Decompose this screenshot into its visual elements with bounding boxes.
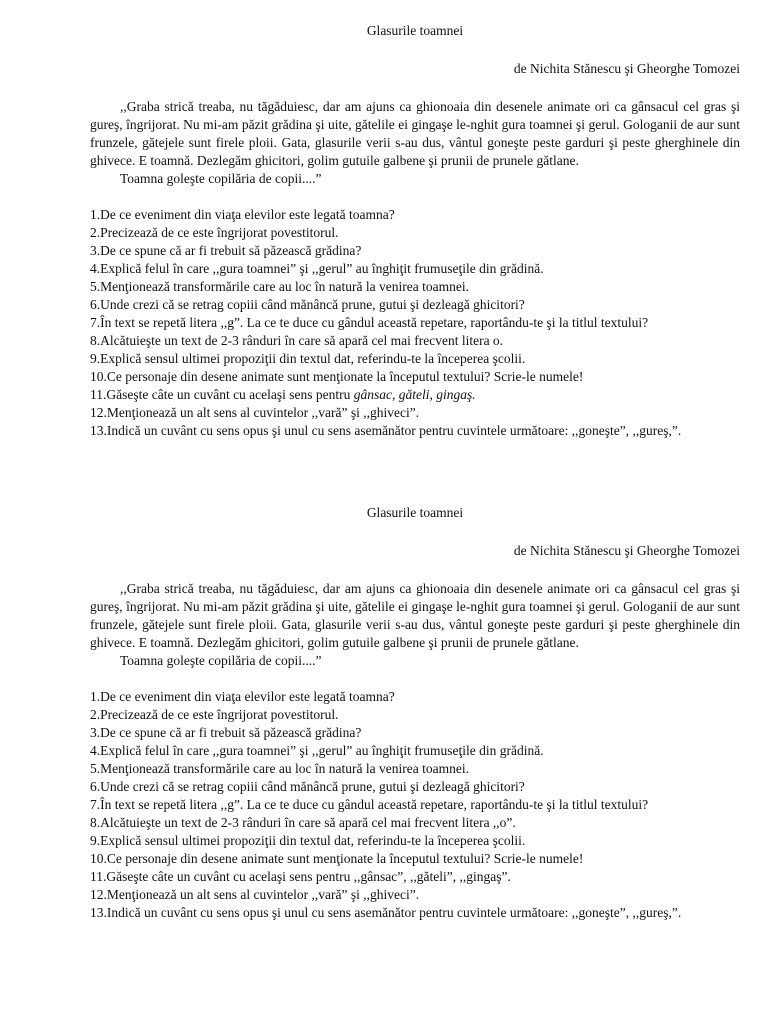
question-item: 7.În text se repetă litera ,,g”. La ce te duce cu gândul această repetare, raportându-te şi la titlul textului?: [90, 315, 649, 330]
question-item: 4.Explică felul în care ,,gura toamnei” şi ,,gerul” au înghiţit frumuseţile din grădină.: [90, 743, 544, 758]
question-item: 10.Ce personaje din desene animate sunt menţionate la începutul textului? Scrie-le numele!: [90, 851, 584, 866]
question-item: 3.De ce spune că ar fi trebuit să păzească grădina?: [90, 725, 362, 740]
authors-line: de Nichita Stănescu şi Gheorghe Tomozei: [513, 543, 740, 558]
question-item: 7.În text se repetă litera ,,g”. La ce te duce cu gândul această repetare, raportându-te şi la titlul textului?: [90, 797, 649, 812]
passage-closing-line: Toamna goleşte copilăria de copii....”: [120, 171, 322, 186]
question-item: 3.De ce spune că ar fi trebuit să păzească grădina?: [90, 243, 362, 258]
authors-line: de Nichita Stănescu şi Gheorghe Tomozei: [513, 61, 740, 76]
question-item: 6.Unde crezi că se retrag copiii când mănâncă prune, gutui şi dezleagă ghicitori?: [90, 779, 525, 794]
question-list: [90, 206, 740, 440]
worksheet-copy-2: [90, 504, 740, 922]
passage-text: ,,Graba strică treaba, nu tăgăduiesc, dar am ajuns ca ghionoaia din desenele animate ori ca gânsacul cel gras şi gureş, îngrijorat. Nu mi-am păzit grădina şi uite, gătelile ei gingaşe le-nghit gura toamnei şi gerul. Gologanii de aur sunt frunzele, gătejele sunt firele ploii. Gata, glasurile verii s-au dus, vântul goneşte peste garduri şi peste gherghinele din ghivece. E toamnă. Dezlegăm ghicitori, golim gutuile galbene şi prunii de prunele gătlane.: [90, 581, 740, 650]
question-item: 2.Precizează de ce este îngrijorat povestitorul.: [90, 707, 339, 722]
question-11-words: gânsac, găteli, gingaş.: [353, 387, 476, 402]
passage-closing-line: Toamna goleşte copilăria de copii....”: [120, 653, 322, 668]
question-item: 4.Explică felul în care ,,gura toamnei” şi ,,gerul” au înghiţit frumuseţile din grădină.: [90, 261, 544, 276]
question-item: 11.Găseşte câte un cuvânt cu acelaşi sens pentru ,,gânsac”, ,,găteli”, ,,gingaş”.: [90, 869, 511, 884]
worksheet-copy-1: [90, 22, 740, 440]
question-item: 12.Menţionează un alt sens al cuvintelor ,,vară” şi ,,ghiveci”.: [90, 887, 420, 902]
question-item: 5.Menţionează transformările care au loc în natură la venirea toamnei.: [90, 761, 469, 776]
question-item: 13.Indică un cuvânt cu sens opus şi unul cu sens asemănător pentru cuvintele următoare: ,,goneşte”, ,,gureş,”.: [90, 423, 682, 438]
question-item-11: [90, 386, 740, 404]
question-item: 6.Unde crezi că se retrag copiii când mănâncă prune, gutui şi dezleagă ghicitori?: [90, 297, 525, 312]
passage-text: ,,Graba strică treaba, nu tăgăduiesc, dar am ajuns ca ghionoaia din desenele animate ori ca gânsacul cel gras şi gureş, îngrijorat. Nu mi-am păzit grădina şi uite, gătelile ei gingaşe le-nghit gura toamnei şi gerul. Gologanii de aur sunt frunzele, gătejele sunt firele ploii. Gata, glasurile verii s-au dus, vântul goneşte peste garduri şi peste gherghinele din ghivece. E toamnă. Dezlegăm ghicitori, golim gutuile galbene şi prunii de prunele gătlane.: [90, 99, 740, 168]
page-title: Glasurile toamnei: [366, 505, 464, 520]
question-item: 2.Precizează de ce este îngrijorat povestitorul.: [90, 225, 339, 240]
question-item: 12.Menţionează un alt sens al cuvintelor ,,vară” şi ,,ghiveci”.: [90, 405, 420, 420]
question-item: 1.De ce eveniment din viaţa elevilor este legată toamna?: [90, 689, 395, 704]
question-item: 9.Explică sensul ultimei propoziţii din textul dat, referindu-te la începerea şcolii.: [90, 833, 526, 848]
question-item: 1.De ce eveniment din viaţa elevilor este legată toamna?: [90, 207, 395, 222]
page-title: Glasurile toamnei: [366, 23, 464, 38]
question-11-prefix: 11.Găseşte câte un cuvânt cu acelaşi sens pentru: [90, 387, 354, 402]
question-item: 8.Alcătuieşte un text de 2-3 rânduri în care să apară cel mai frecvent litera ,,o”.: [90, 815, 516, 830]
question-item: 9.Explică sensul ultimei propoziţii din textul dat, referindu-te la începerea şcolii.: [90, 351, 526, 366]
question-item: 13.Indică un cuvânt cu sens opus şi unul cu sens asemănător pentru cuvintele următoare: ,,goneşte”, ,,gureş,”.: [90, 905, 682, 920]
question-item: 5.Menţionează transformările care au loc în natură la venirea toamnei.: [90, 279, 469, 294]
question-item: 8.Alcătuieşte un text de 2-3 rânduri în care să apară cel mai frecvent litera o.: [90, 333, 504, 348]
question-item: 10.Ce personaje din desene animate sunt menţionate la începutul textului? Scrie-le numele!: [90, 369, 584, 384]
question-list: [90, 688, 740, 922]
